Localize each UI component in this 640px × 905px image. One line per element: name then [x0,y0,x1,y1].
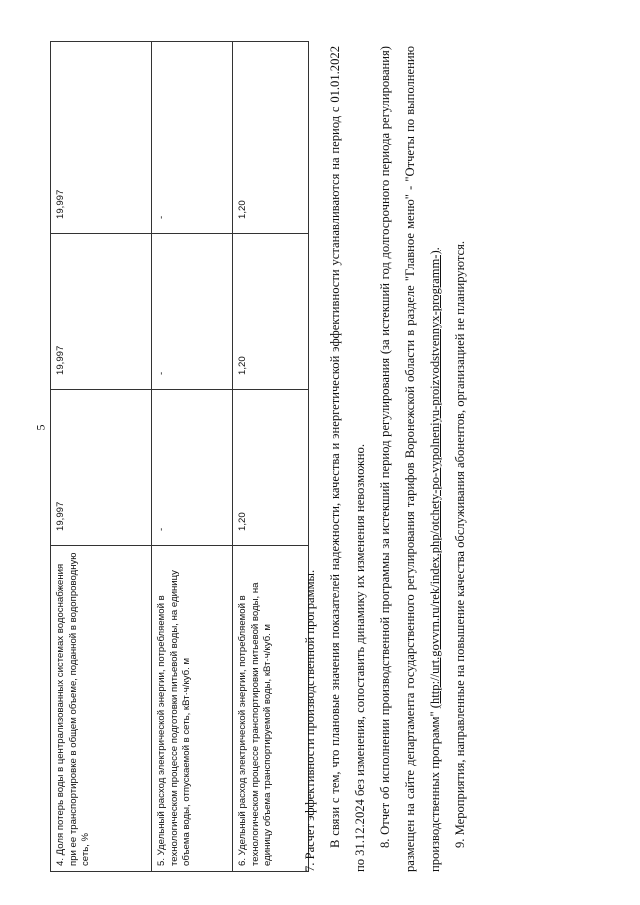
value-cell: - [152,234,233,390]
value-cell: 19,997 [51,42,152,234]
value-cell: 1,20 [233,390,309,546]
value-cell: 19,997 [51,390,152,546]
page-content [50,32,610,872]
indicator-cell: 6. Удельный расход электрической энергии, потребляемой в технологическом процессе транспортировки питьевой воды, на единицу объема транспортируемой воды, кВт·ч/куб. м [233,546,309,872]
section-9-paragraph: 9. Мероприятия, направленные на повышение качества обслуживания абонентов, организацией не планируются. [453,240,467,848]
body-text [298,46,473,872]
section-7-body: В связи с тем, что плановые значения показателей надежности, качества и энергетической эффективности устанавливаются на период с 01.01.2022 по 31.12.2024 без изменения, сопоставить динамику их изменения невозможно. [328,46,367,872]
section-8-paragraph [373,46,448,872]
indicator-cell: 4. Доля потерь воды в централизованных системах водоснабжения при ее транспортировке в общем объеме, поданной в водопроводную сеть, % [51,546,152,872]
value-cell: 1,20 [233,234,309,390]
value-cell: - [152,42,233,234]
indicator-cell: 5. Удельный расход электрической энергии, потребляемой в технологическом процессе подготовки питьевой воды, на единицу объема воды, отпускаемой в сеть, кВт·ч/куб. м [152,546,233,872]
indicators-table [50,41,309,872]
value-cell: - [152,390,233,546]
table-row [51,42,152,872]
section-8-text: 8. Отчет об исполнении производственной программы за истекший период регулирования (за истекший год долгосрочного периода регулирования) размещен на сайте департамента государственного регулирования тарифов Воронежской области в разделе "Главное меню" - "Отчеты по выполнению производственных программ" [378,46,442,872]
report-link[interactable]: (http://urt.govvrn.ru/rek/index.php/otchety-po-vypolneniyu-proizvodstvennyx-programm-) [428,250,442,709]
table-row [152,42,233,872]
value-cell: 1,20 [233,42,309,234]
section-8-end: . [428,247,442,251]
section-7-heading: 7. Расчет эффективности производственной программы. [303,569,317,872]
page-number: 5 [33,424,48,431]
value-cell: 19,997 [51,234,152,390]
